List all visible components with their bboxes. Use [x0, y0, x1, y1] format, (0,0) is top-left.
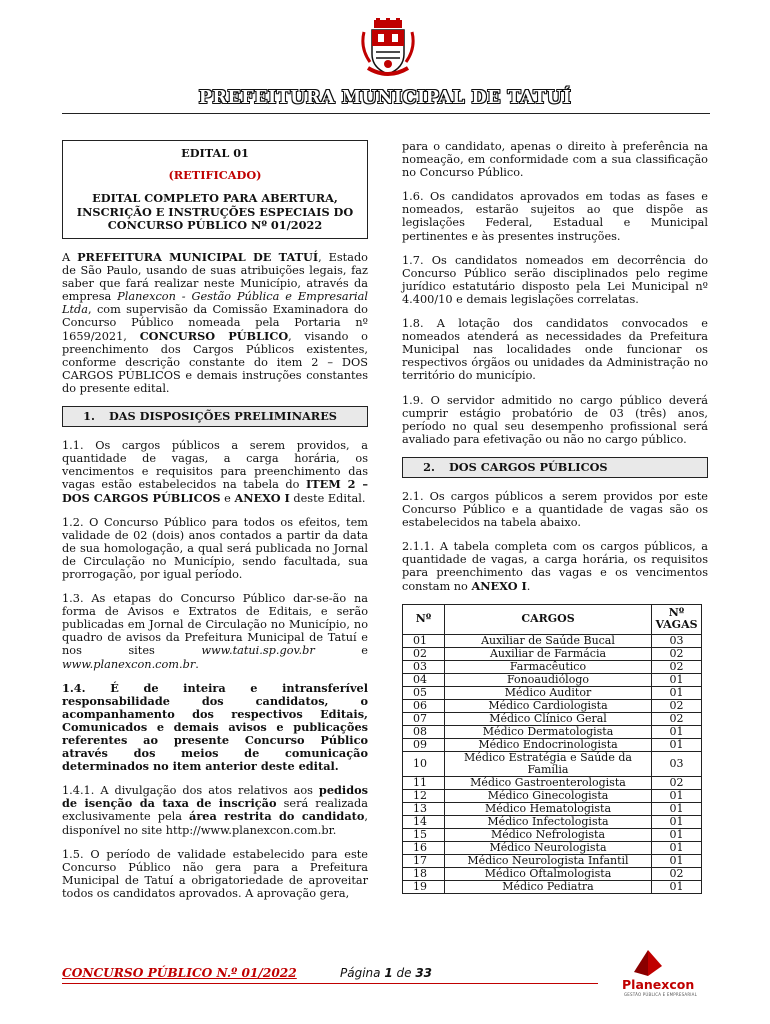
- row-number: 05: [403, 686, 445, 699]
- row-number: 04: [403, 673, 445, 686]
- row-cargo: Médico Hematologista: [445, 802, 652, 815]
- row-vagas: 02: [652, 776, 702, 789]
- row-number: 18: [403, 867, 445, 880]
- paragraph-1-4-1: 1.4.1. A divulgação dos atos relativos aos pedidos de isenção da taxa de inscrição será realizada exclusivamente pela área restrita do candidato, disponível no site http://www.planexcon.com.br.: [62, 783, 368, 837]
- left-column: [62, 140, 368, 911]
- row-vagas: 01: [652, 802, 702, 815]
- edital-box: [62, 140, 368, 239]
- row-vagas: 01: [652, 789, 702, 802]
- paragraph-1-6: 1.6. Os candidatos aprovados em todas as fases e nomeados, estarão sujeitos ao que dispõe as legislações Federal, Estadual e Municipal pertinentes e às presentes instruções.: [402, 190, 708, 243]
- logo-subtitle: GESTÃO PÚBLICA E EMPRESARIAL: [624, 992, 698, 997]
- table-row: [403, 815, 702, 828]
- paragraph-1-8: 1.8. A lotação dos candidatos convocados e nomeados atenderá as necessidades da Prefeitura Municipal nas localidades onde funcionar os respectivos órgãos ou unidades da Administração no território do município.: [402, 317, 708, 383]
- row-cargo: Auxiliar de Farmácia: [445, 647, 652, 660]
- row-cargo: Médico Auditor: [445, 686, 652, 699]
- title-divider: [62, 113, 710, 114]
- rectified-label: (RETIFICADO): [168, 168, 262, 183]
- row-cargo: Médico Estratégia e Saúde da Família: [445, 751, 652, 776]
- row-vagas: 01: [652, 815, 702, 828]
- page-number: Página 1 de 33: [340, 966, 433, 980]
- row-number: 06: [403, 699, 445, 712]
- row-vagas: 01: [652, 686, 702, 699]
- row-vagas: 01: [652, 880, 702, 893]
- right-column: [402, 140, 708, 894]
- row-cargo: Médico Oftalmologista: [445, 867, 652, 880]
- edital-heading: EDITAL COMPLETO PARA ABERTURA, INSCRIÇÃO E INSTRUÇÕES ESPECIAIS DO CONCURSO PÚBLICO Nº 01/2022: [76, 191, 354, 232]
- row-cargo: Fonoaudiólogo: [445, 673, 652, 686]
- table-row: [403, 725, 702, 738]
- row-vagas: 02: [652, 660, 702, 673]
- row-vagas: 01: [652, 673, 702, 686]
- row-cargo: Médico Neurologista Infantil: [445, 854, 652, 867]
- row-number: 01: [403, 634, 445, 647]
- table-row: [403, 828, 702, 841]
- table-row: [403, 789, 702, 802]
- table-row: [403, 660, 702, 673]
- logo-text: Planexcon: [622, 977, 695, 992]
- row-number: 03: [403, 660, 445, 673]
- row-number: 02: [403, 647, 445, 660]
- section-1-heading: 1. DAS DISPOSIÇÕES PRELIMINARES: [62, 406, 368, 427]
- row-number: 19: [403, 880, 445, 893]
- table-row: [403, 634, 702, 647]
- table-row: [403, 854, 702, 867]
- row-vagas: 01: [652, 854, 702, 867]
- header-vagas: Nº VAGAS: [652, 604, 702, 634]
- edital-number: EDITAL 01: [181, 146, 249, 160]
- header-cargo: CARGOS: [445, 604, 652, 634]
- paragraph-1-1: 1.1. Os cargos públicos a serem providos, a quantidade de vagas, a carga horária, os vencimentos e requisitos para preenchimento das vagas estão estabelecidos na tabela do ITEM 2 – DOS CARGOS PÚBLICOS e ANEXO I deste Edital.: [62, 439, 368, 505]
- row-number: 17: [403, 854, 445, 867]
- row-number: 16: [403, 841, 445, 854]
- row-cargo: Médico Gastroenterologista: [445, 776, 652, 789]
- row-cargo: Médico Endocrinologista: [445, 738, 652, 751]
- row-number: 12: [403, 789, 445, 802]
- paragraph-1-9: 1.9. O servidor admitido no cargo público deverá cumprir estágio probatório de 03 (três) anos, período no qual seu desempenho profissional será avaliado para efetivação ou não no cargo público.: [402, 393, 708, 446]
- table-row: [403, 867, 702, 880]
- table-row: [403, 712, 702, 725]
- header-num: Nº: [403, 604, 445, 634]
- row-cargo: Auxiliar de Saúde Bucal: [445, 634, 652, 647]
- paragraph-1-4: 1.4. É de inteira e intransferível responsabilidade dos candidatos, o acompanhamento dos respectivos Editais, Comunicados e demais avisos e publicações referentes ao presente Concurso Público através dos meios de comunicação determinados no item anterior deste edital.: [62, 680, 368, 774]
- row-cargo: Farmacêutico: [445, 660, 652, 673]
- footer-contest-number: CONCURSO PÚBLICO N.º 01/2022: [62, 966, 297, 980]
- row-number: 11: [403, 776, 445, 789]
- row-vagas: 01: [652, 738, 702, 751]
- table-row: [403, 880, 702, 893]
- row-cargo: Médico Neurologista: [445, 841, 652, 854]
- section-2-heading: 2. DOS CARGOS PÚBLICOS: [402, 457, 708, 478]
- row-vagas: 02: [652, 867, 702, 880]
- table-row: [403, 647, 702, 660]
- paragraph-1-7: 1.7. Os candidatos nomeados em decorrência do Concurso Público serão disciplinados pelo regime jurídico estatutário disposto pela Lei Municipal nº 4.400/10 e demais legislações correlatas.: [402, 253, 708, 306]
- row-cargo: Médico Cardiologista: [445, 699, 652, 712]
- page-title: PREFEITURA MUNICIPAL DE TATUÍ: [198, 88, 572, 108]
- row-vagas: 02: [652, 699, 702, 712]
- table-row: [403, 699, 702, 712]
- paragraph-1-5-continued: para o candidato, apenas o direito à preferência na nomeação, em conformidade com a sua classificação no Concurso Público.: [402, 140, 708, 180]
- row-vagas: 03: [652, 751, 702, 776]
- table-row: [403, 686, 702, 699]
- table-row: [403, 751, 702, 776]
- row-cargo: Médico Ginecologista: [445, 789, 652, 802]
- row-cargo: Médico Dermatologista: [445, 725, 652, 738]
- row-vagas: 01: [652, 828, 702, 841]
- paragraph-1-5: 1.5. O período de validade estabelecido para este Concurso Público não gera para a Prefeitura Municipal de Tatuí a obrigatoriedade de aproveitar todos os candidatos aprovados. A aprovação gera,: [62, 847, 368, 900]
- row-number: 09: [403, 738, 445, 751]
- paragraph-2-1-1: 2.1.1. A tabela completa com os cargos públicos, a quantidade de vagas, a carga horária, os requisitos para preenchimento das vagas e os vencimentos constam no ANEXO I.: [402, 540, 708, 593]
- paragraph-1-2: 1.2. O Concurso Público para todos os efeitos, tem validade de 02 (dois) anos contados a partir da data de sua homologação, a qual será publicada no Jornal de Circulação no Município, sendo facultada, sua prorrogação, por igual período.: [62, 515, 368, 581]
- row-cargo: Médico Pediatra: [445, 880, 652, 893]
- row-cargo: Médico Nefrologista: [445, 828, 652, 841]
- row-vagas: 01: [652, 725, 702, 738]
- planexcon-logo-icon: [618, 946, 704, 1006]
- footer-divider: [62, 983, 598, 984]
- row-number: 10: [403, 751, 445, 776]
- row-number: 14: [403, 815, 445, 828]
- table-row: [403, 802, 702, 815]
- row-vagas: 01: [652, 841, 702, 854]
- row-number: 15: [403, 828, 445, 841]
- table-header-row: [403, 604, 702, 634]
- table-row: [403, 738, 702, 751]
- row-vagas: 03: [652, 634, 702, 647]
- row-number: 07: [403, 712, 445, 725]
- paragraph-2-1: 2.1. Os cargos públicos a serem providos por este Concurso Público e a quantidade de vagas são os estabelecidos na tabela abaixo.: [402, 489, 708, 530]
- table-row: [403, 776, 702, 789]
- table-row: [403, 673, 702, 686]
- row-vagas: 02: [652, 712, 702, 725]
- row-number: 08: [403, 725, 445, 738]
- row-cargo: Médico Infectologista: [445, 815, 652, 828]
- table-row: [403, 841, 702, 854]
- cargos-table: [402, 604, 702, 894]
- paragraph-1-3: 1.3. As etapas do Concurso Público dar-se-ão na forma de Avisos e Extratos de Editais, e serão publicadas em Jornal de Circulação no Município, no quadro de avisos da Prefeitura Municipal de Tatuí e nos sites www.tatui.sp.gov.br e www.planexcon.com.br.: [62, 592, 368, 671]
- row-vagas: 02: [652, 647, 702, 660]
- row-number: 13: [403, 802, 445, 815]
- intro-paragraph: A PREFEITURA MUNICIPAL DE TATUÍ, Estado de São Paulo, usando de suas atribuições legais, faz saber que fará realizar neste Município, através da empresa Planexcon - Gestão Pública e Empresarial Ltda, com supervisão da Comissão Examinadora do Concurso Público nomeada pela Portaria nº 1659/2021, CONCURSO PÚBLICO, visando o preenchimento dos Cargos Públicos existentes, conforme descrição constante do item 2 – DOS CARGOS PÚBLICOS e demais instruções constantes do presente edital.: [62, 250, 368, 395]
- coat-of-arms-icon: [360, 18, 416, 80]
- row-cargo: Médico Clínico Geral: [445, 712, 652, 725]
